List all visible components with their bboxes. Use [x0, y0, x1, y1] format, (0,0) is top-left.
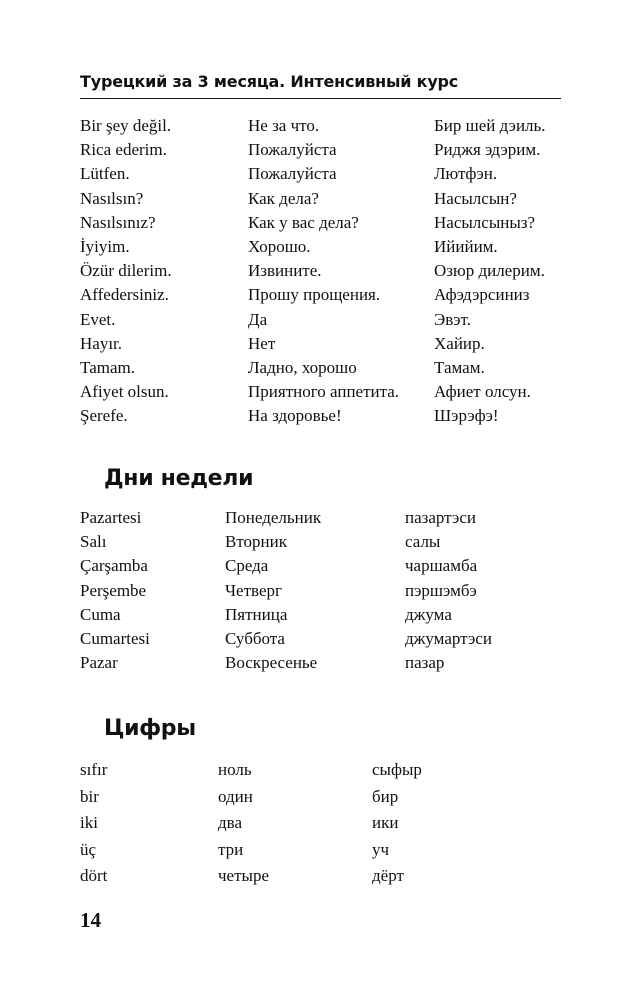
digit-transcription: уч [372, 839, 390, 859]
phrase-turkish: Hayır. [80, 333, 123, 353]
phrase-turkish: Afiyet olsun. [80, 382, 169, 402]
digit-russian: два [218, 813, 242, 833]
phrase-russian: Извините. [248, 261, 322, 281]
phrase-transcription: Шэрэфэ! [434, 406, 499, 426]
digit-transcription: ики [372, 813, 399, 833]
days-section-title: Дни недели [104, 466, 254, 491]
digits-section-title: Цифры [104, 716, 196, 741]
phrase-transcription: Насылсын? [434, 188, 517, 208]
day-russian: Воскресенье [225, 653, 318, 673]
header-rule [80, 98, 561, 99]
phrase-transcription: Хайир. [434, 333, 485, 353]
day-transcription: пазартэси [405, 508, 476, 527]
digit-turkish: dört [80, 866, 108, 886]
phrase-transcription: Ийийим. [434, 236, 498, 256]
day-turkish: Çarşamba [80, 556, 148, 576]
digit-transcription: сыфыр [372, 760, 422, 779]
digit-russian: три [218, 839, 244, 859]
phrase-russian: Пожалуйста [248, 164, 337, 184]
phrase-transcription: Озюр дилерим. [434, 261, 545, 281]
phrase-turkish: Evet. [80, 309, 116, 329]
phrase-turkish: Tamam. [80, 357, 135, 377]
day-russian: Вторник [225, 532, 287, 552]
phrase-turkish: Nasılsınız? [80, 212, 156, 232]
digit-turkish: bir [80, 786, 99, 806]
phrase-turkish: İyiyim. [80, 236, 130, 256]
day-transcription: салы [405, 532, 441, 552]
day-transcription: джума [405, 604, 452, 624]
day-russian: Среда [225, 556, 269, 576]
phrase-russian: Не за что. [248, 116, 320, 135]
phrase-turkish: Nasılsın? [80, 188, 144, 208]
phrase-russian: Ладно, хорошо [248, 357, 357, 377]
day-russian: Понедельник [225, 508, 322, 527]
phrase-turkish: Özür dilerim. [80, 261, 172, 281]
phrase-transcription: Эвэт. [434, 309, 471, 329]
phrase-turkish: Rica ederim. [80, 140, 167, 160]
phrase-transcription: Тамам. [434, 357, 485, 377]
phrase-russian: На здоровье! [248, 406, 342, 426]
day-turkish: Salı [80, 532, 107, 552]
digit-turkish: iki [80, 813, 98, 833]
day-turkish: Pazartesi [80, 508, 142, 527]
digit-russian: ноль [218, 760, 252, 779]
digit-russian: один [218, 786, 253, 806]
phrase-turkish: Bir şey değil. [80, 116, 172, 135]
phrase-turkish: Lütfen. [80, 164, 130, 184]
phrase-russian: Приятного аппетита. [248, 382, 400, 402]
phrase-russian: Да [248, 309, 268, 329]
day-turkish: Pazar [80, 653, 118, 673]
running-head: Турецкий за 3 месяца. Интенсивный курс [80, 72, 459, 91]
day-transcription: джумартэси [405, 628, 492, 648]
phrase-russian: Как у вас дела? [248, 212, 359, 232]
phrase-russian: Прошу прощения. [248, 285, 381, 305]
day-turkish: Perşembe [80, 580, 147, 600]
page-number: 14 [80, 908, 101, 932]
phrase-russian: Хорошо. [248, 236, 311, 256]
phrase-transcription: Лютфэн. [434, 164, 498, 184]
digit-turkish: sıfır [80, 760, 108, 779]
phrase-transcription: Бир шей дэиль. [434, 116, 546, 135]
day-transcription: чаршамба [405, 556, 478, 576]
day-russian: Суббота [225, 628, 285, 648]
day-russian: Пятница [225, 604, 288, 624]
phrase-russian: Пожалуйста [248, 140, 337, 160]
day-turkish: Cumartesi [80, 628, 150, 648]
digit-turkish: üç [80, 839, 97, 859]
day-transcription: пазар [405, 653, 445, 673]
phrase-russian: Как дела? [248, 188, 319, 208]
phrase-russian: Нет [248, 333, 276, 353]
phrase-turkish: Şerefe. [80, 406, 128, 426]
digit-transcription: дёрт [372, 866, 404, 886]
phrase-transcription: Афиет олсун. [434, 382, 531, 402]
phrase-transcription: Афэдэрсиниз [434, 285, 530, 305]
digit-transcription: бир [372, 786, 399, 806]
day-transcription: пэршэмбэ [405, 580, 477, 600]
phrase-turkish: Affedersiniz. [80, 285, 169, 305]
phrase-transcription: Насылсыныз? [434, 212, 536, 232]
digit-russian: четыре [218, 866, 269, 886]
day-turkish: Cuma [80, 604, 121, 624]
phrase-transcription: Риджя эдэрим. [434, 140, 541, 160]
day-russian: Четверг [225, 580, 282, 600]
